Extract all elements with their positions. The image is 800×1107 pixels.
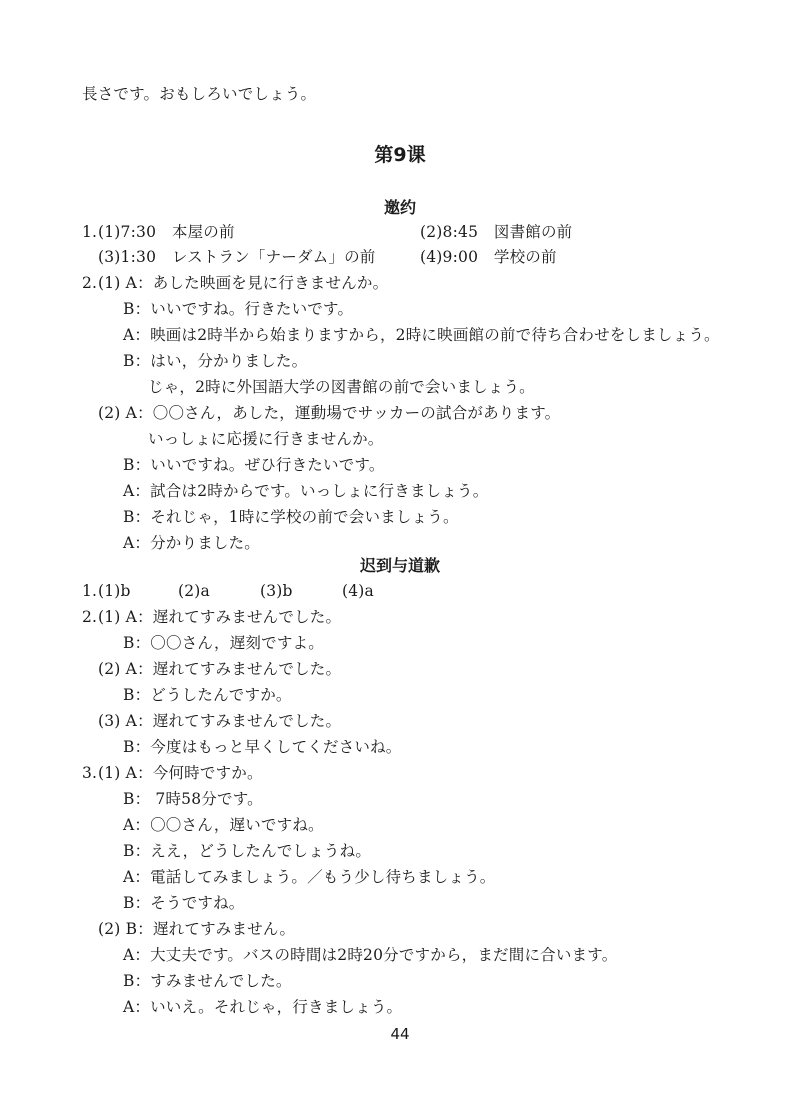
- dialogue-line: A：いいえ。それじゃ，行きましょう。: [123, 998, 403, 1016]
- dialogue-line: いっしょに応援に行きませんか。: [148, 430, 384, 448]
- s2-q1-answer-2: (2)a: [178, 582, 210, 600]
- dialogue-line: B： 7時58分です。: [123, 790, 263, 808]
- dialogue-line: B：はい，分かりました。: [123, 352, 308, 370]
- dialogue-line: (1) A：今何時ですか。: [98, 764, 263, 782]
- s1-q1-answer-3: (3)1:30 レストラン「ナーダム」の前: [98, 248, 376, 266]
- section2-heading: 迟到与道歉: [359, 556, 440, 575]
- dialogue-line: B：いいですね。行きたいです。: [123, 300, 354, 318]
- s1-q1-answer-2: (2)8:45 図書館の前: [420, 223, 573, 241]
- dialogue-line: A：電話してみましょう。／もう少し待ちましょう。: [123, 868, 496, 886]
- dialogue-line: (2) A：〇〇さん，あした，運動場でサッカーの試合があります。: [98, 404, 561, 422]
- dialogue-line: B：それじゃ，1時に学校の前で会いましょう。: [123, 508, 459, 526]
- s2-q3-number: 3.: [82, 764, 98, 782]
- s2-q1-answer-3: (3)b: [260, 582, 293, 600]
- s2-q1-number: 1.: [82, 582, 98, 600]
- dialogue-line: B：どうしたんですか。: [123, 686, 292, 704]
- s1-q2-number: 2.: [82, 274, 98, 292]
- dialogue-line: (2) A：遅れてすみませんでした。: [98, 660, 342, 678]
- dialogue-line: A：映画は2時半から始まりますから，2時に映画館の前で待ち合わせをしましょう。: [123, 326, 720, 344]
- s2-q2-number: 2.: [82, 608, 98, 626]
- lesson-title: 第9课: [374, 144, 426, 166]
- dialogue-line: A：分かりました。: [123, 534, 260, 552]
- s2-q1-answer-1: (1)b: [98, 582, 131, 600]
- s1-q1-answer-4: (4)9:00 学校の前: [420, 248, 557, 266]
- s1-q1-number: 1.: [82, 223, 98, 241]
- s2-q1-answer-4: (4)a: [342, 582, 374, 600]
- dialogue-line: B：今度はもっと早くしてくださいね。: [123, 738, 402, 756]
- dialogue-line: (1) A：あした映画を見に行きませんか。: [98, 274, 389, 292]
- dialogue-line: B：すみませんでした。: [123, 972, 292, 990]
- s1-q1-answer-1: (1)7:30 本屋の前: [98, 223, 235, 241]
- page-number: 44: [390, 1025, 410, 1043]
- dialogue-line: (3) A：遅れてすみませんでした。: [98, 712, 342, 730]
- dialogue-line: (1) A：遅れてすみませんでした。: [98, 608, 342, 626]
- dialogue-line: A：大丈夫です。バスの時間は2時20分ですから，まだ間に合います。: [123, 946, 618, 964]
- dialogue-line: B：そうですね。: [123, 894, 245, 912]
- dialogue-line: B：〇〇さん，遅刻ですよ。: [123, 634, 324, 652]
- dialogue-line: A：試合は2時からです。いっしょに行きましょう。: [123, 482, 489, 500]
- dialogue-line: B：ええ，どうしたんでしょうね。: [123, 842, 372, 860]
- dialogue-line: B：いいですね。ぜひ行きたいです。: [123, 456, 385, 474]
- section1-heading: 邀约: [383, 198, 416, 217]
- intro-line: 長さです。おもしろいでしょう。: [82, 85, 317, 103]
- dialogue-line: A：〇〇さん，遅いですね。: [123, 816, 324, 834]
- dialogue-line: (2) B：遅れてすみません。: [98, 920, 296, 938]
- dialogue-line: じゃ，2時に外国語大学の図書館の前で会いましょう。: [148, 378, 535, 396]
